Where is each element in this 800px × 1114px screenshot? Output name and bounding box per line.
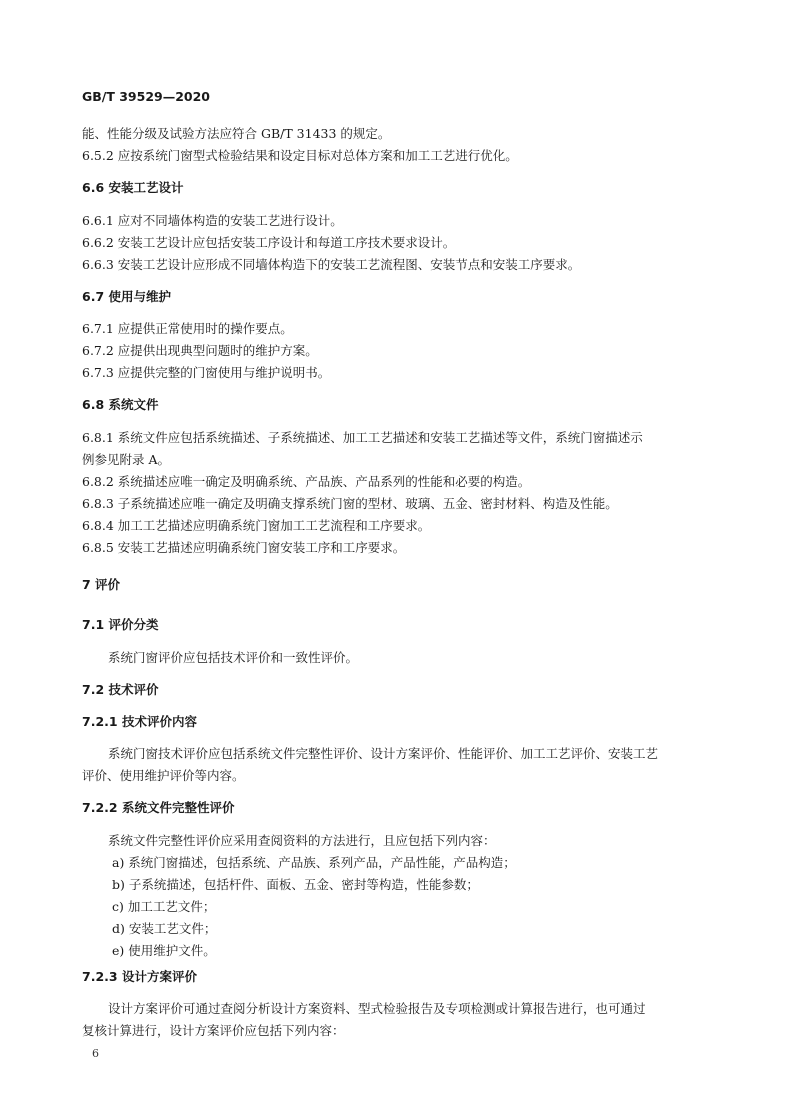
paragraph-cont: 复核计算进行，设计方案评价应包括下列内容： [82,1023,345,1038]
paragraph-cont: 评价、使用维护评价等内容。 [82,768,245,783]
clause-6-8-1-cont: 例参见附录 A。 [82,452,171,467]
clause-6-8-3: 6.8.3 子系统描述应唯一确定及明确支撑系统门窗的型材、玻璃、五金、密封材料、构造及性能。 [82,496,618,511]
list-item: a) 系统门窗描述，包括系统、产品族、系列产品，产品性能，产品构造； [112,855,516,870]
paragraph: 设计方案评价可通过查阅分析设计方案资料、型式检验报告及专项检测或计算报告进行，也可通过 [108,1001,646,1016]
list-item: c) 加工工艺文件； [112,899,216,914]
clause-6-6-2: 6.6.2 安装工艺设计应包括安装工序设计和每道工序技术要求设计。 [82,235,456,250]
heading-6-7: 6.7 使用与维护 [82,289,171,304]
clause-6-8-5: 6.8.5 安装工艺描述应明确系统门窗安装工序和工序要求。 [82,540,406,555]
paragraph: 系统文件完整性评价应采用查阅资料的方法进行，且应包括下列内容： [108,833,496,848]
list-item: e) 使用维护文件。 [112,943,216,958]
clause-6-7-3: 6.7.3 应提供完整的门窗使用与维护说明书。 [82,365,331,380]
heading-6-8: 6.8 系统文件 [82,397,159,412]
standard-number-header: GB/T 39529—2020 [82,89,211,104]
clause-6-7-2: 6.7.2 应提供出现典型问题时的维护方案。 [82,343,318,358]
heading-7-2: 7.2 技术评价 [82,682,159,697]
list-item: b) 子系统描述，包括杆件、面板、五金、密封等构造，性能参数； [112,877,479,892]
page-number: 6 [92,1047,99,1060]
clause-6-8-1: 6.8.1 系统文件应包括系统描述、子系统描述、加工工艺描述和安装工艺描述等文件，系统门窗描述示 [82,430,643,445]
clause-6-6-3: 6.6.3 安装工艺设计应形成不同墙体构造下的安装工艺流程图、安装节点和安装工序要求。 [82,257,581,272]
heading-7-2-1: 7.2.1 技术评价内容 [82,714,197,729]
clause-6-7-1: 6.7.1 应提供正常使用时的操作要点。 [82,321,293,336]
list-item: d) 安装工艺文件； [112,921,217,936]
paragraph: 系统门窗技术评价应包括系统文件完整性评价、设计方案评价、性能评价、加工工艺评价、安装工艺 [108,746,659,761]
text-line: 能、性能分级及试验方法应符合 GB/T 31433 的规定。 [82,126,391,141]
clause-6-8-2: 6.8.2 系统描述应唯一确定及明确系统、产品族、产品系列的性能和必要的构造。 [82,474,531,489]
heading-7-2-2: 7.2.2 系统文件完整性评价 [82,800,235,815]
clause-6-6-1: 6.6.1 应对不同墙体构造的安装工艺进行设计。 [82,213,343,228]
heading-7: 7 评价 [82,577,121,592]
heading-6-6: 6.6 安装工艺设计 [82,180,184,195]
paragraph: 系统门窗评价应包括技术评价和一致性评价。 [108,650,359,665]
clause-6-5-2: 6.5.2 应按系统门窗型式检验结果和设定目标对总体方案和加工工艺进行优化。 [82,148,518,163]
heading-7-2-3: 7.2.3 设计方案评价 [82,969,197,984]
heading-7-1: 7.1 评价分类 [82,617,159,632]
clause-6-8-4: 6.8.4 加工工艺描述应明确系统门窗加工工艺流程和工序要求。 [82,518,431,533]
